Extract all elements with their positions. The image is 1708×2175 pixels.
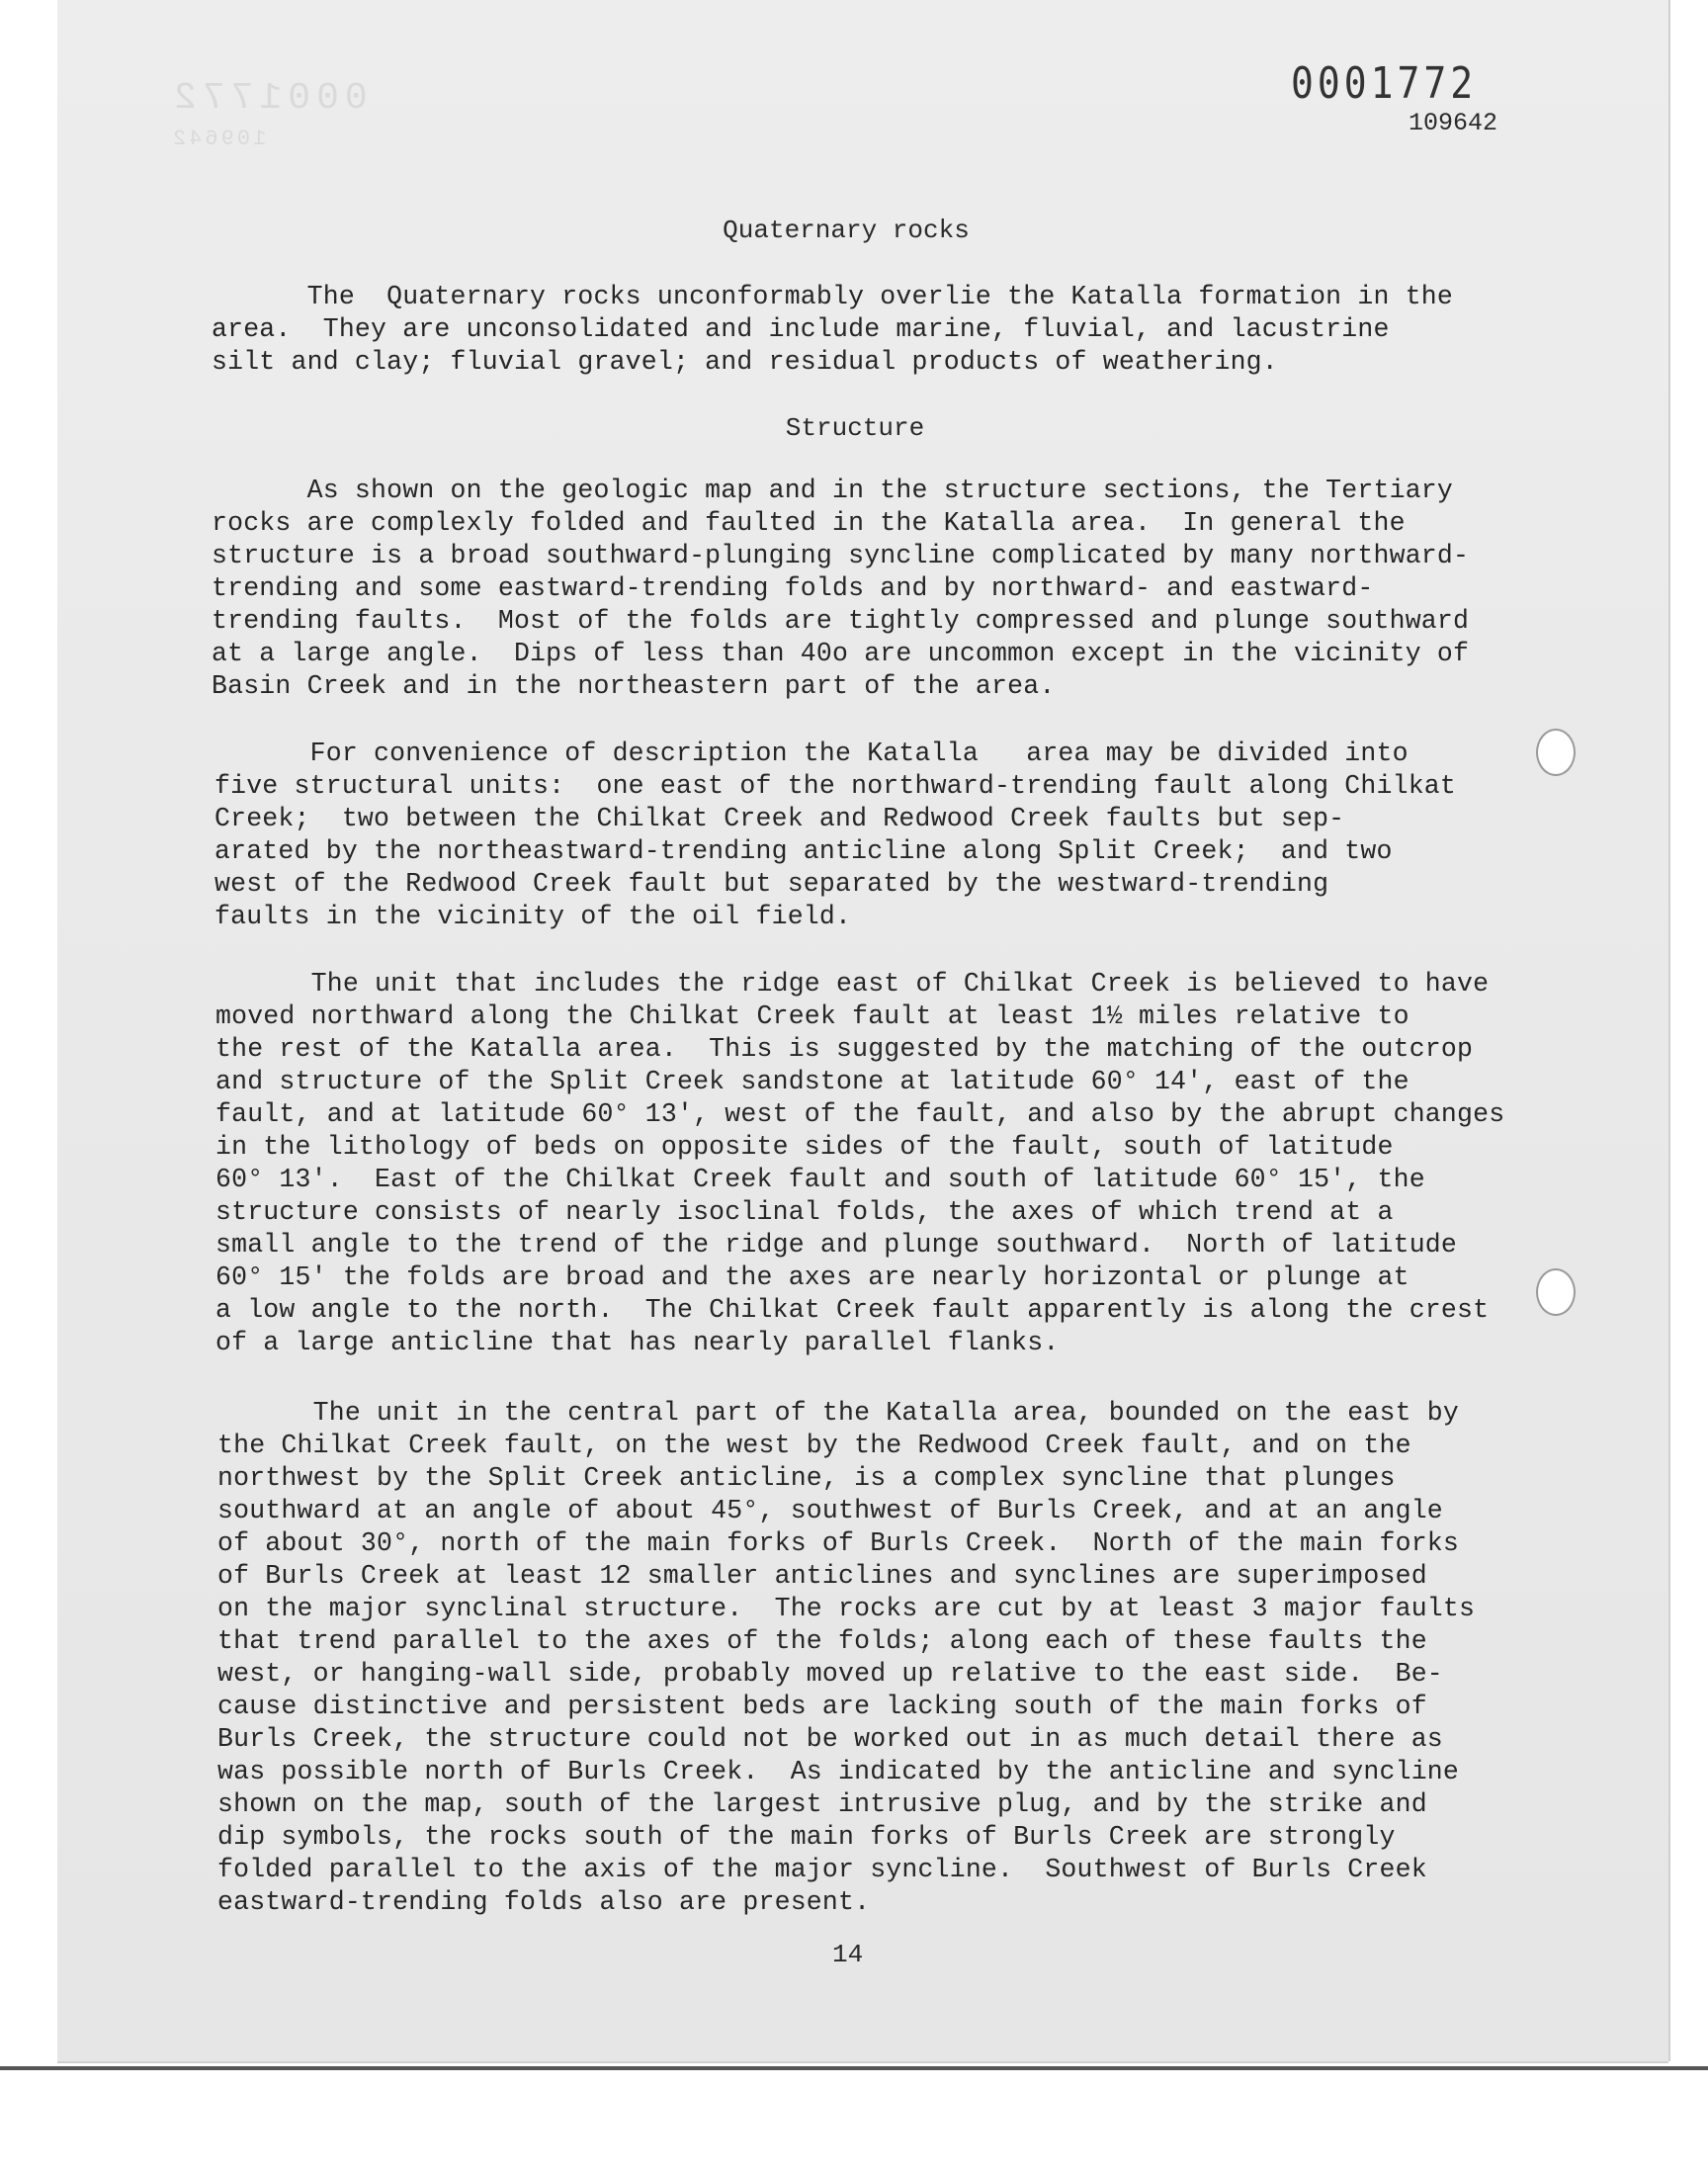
text-line: Burls Creek, the structure could not be worked out in as much detail there as [217, 1724, 1443, 1754]
text-line: shown on the map, south of the largest intrusive plug, and by the strike and [217, 1789, 1427, 1819]
text-line: trending faults. Most of the folds are tightly compressed and plunge southward [212, 606, 1470, 636]
text-line: 60° 13'. East of the Chilkat Creek fault and south of latitude 60° 15', the [215, 1165, 1425, 1194]
text-line: fault, and at latitude 60° 13', west of the fault, and also by the abrupt changes [215, 1099, 1505, 1129]
scan-bottom-edge [0, 2066, 1708, 2070]
document-number-stamp: 0001772 [1291, 57, 1478, 109]
text-line: small angle to the trend of the ridge and plunge southward. North of latitude [215, 1230, 1458, 1260]
text-line: moved northward along the Chilkat Creek fault at least 1½ miles relative to [215, 1001, 1409, 1031]
text-line: eastward-trending folds also are present. [217, 1887, 871, 1917]
text-line: folded parallel to the axis of the major syncline. Southwest of Burls Creek [217, 1855, 1427, 1884]
bleed-through-subnumber: 109642 [170, 127, 267, 151]
text-line: rocks are complexly folded and faulted in the Katalla area. In general the [212, 508, 1406, 538]
text-line: silt and clay; fluvial gravel; and residual products of weathering. [212, 347, 1278, 377]
document-subnumber: 109642 [1409, 109, 1498, 137]
text-line: dip symbols, the rocks south of the main forks of Burls Creek are strongly [217, 1822, 1396, 1852]
text-line: faults in the vicinity of the oil field. [214, 902, 852, 931]
text-line: on the major synclinal structure. The rocks are cut by at least 3 major faults [217, 1594, 1476, 1623]
text-line: west of the Redwood Creek fault but separated by the westward-trending [214, 869, 1329, 899]
punch-hole-lower [1536, 1268, 1576, 1316]
text-line: northwest by the Split Creek anticline, is a complex syncline that plunges [217, 1463, 1396, 1493]
bleed-through-number: 0001772 [168, 77, 368, 120]
text-line: Basin Creek and in the northeastern part of the area. [212, 671, 1056, 701]
text-line: arated by the northeastward-trending anticline along Split Creek; and two [214, 836, 1393, 866]
section-heading-structure: Structure [785, 413, 925, 443]
text-line: Creek; two between the Chilkat Creek and Redwood Creek faults but sep- [214, 804, 1345, 833]
text-line: For convenience of description the Katalla area may be divided into [214, 739, 1409, 768]
text-line: was possible north of Burls Creek. As indicated by the anticline and syncline [217, 1757, 1460, 1786]
text-line: at a large angle. Dips of less than 40o are uncommon except in the vicinity of [212, 639, 1470, 668]
text-line: southward at an angle of about 45°, southwest of Burls Creek, and at an angle [217, 1496, 1443, 1525]
text-line: The unit in the central part of the Katalla area, bounded on the east by [217, 1398, 1460, 1428]
text-line: cause distinctive and persistent beds are lacking south of the main forks of [217, 1692, 1427, 1721]
text-line: the Chilkat Creek fault, on the west by the Redwood Creek fault, and on the [217, 1431, 1411, 1460]
text-line: west, or hanging-wall side, probably moved up relative to the east side. Be- [217, 1659, 1443, 1689]
text-line: structure consists of nearly isoclinal folds, the axes of which trend at a [215, 1197, 1394, 1227]
text-line: structure is a broad southward-plunging syncline complicated by many northward- [212, 541, 1470, 570]
text-line: of about 30°, north of the main forks of Burls Creek. North of the main forks [217, 1528, 1460, 1558]
text-line: trending and some eastward-trending folds and by northward- and eastward- [212, 573, 1374, 603]
paper-sheet [57, 0, 1668, 2061]
text-line: The Quaternary rocks unconformably overlie the Katalla formation in the [212, 282, 1454, 311]
text-line: a low angle to the north. The Chilkat Creek fault apparently is along the crest [215, 1295, 1490, 1325]
text-line: of Burls Creek at least 12 smaller anticlines and synclines are superimposed [217, 1561, 1427, 1591]
section-heading-quaternary: Quaternary rocks [723, 216, 970, 245]
text-line: and structure of the Split Creek sandstone at latitude 60° 14', east of the [215, 1067, 1409, 1096]
text-line: As shown on the geologic map and in the structure sections, the Tertiary [212, 476, 1454, 505]
text-line: the rest of the Katalla area. This is suggested by the matching of the outcrop [215, 1034, 1474, 1064]
text-line: 60° 15' the folds are broad and the axes are nearly horizontal or plunge at [215, 1262, 1409, 1292]
text-line: in the lithology of beds on opposite sides of the fault, south of latitude [215, 1132, 1394, 1162]
text-line: five structural units: one east of the northward-trending fault along Chilkat [214, 771, 1457, 801]
text-line: that trend parallel to the axes of the folds; along each of these faults the [217, 1626, 1427, 1656]
text-line: of a large anticline that has nearly parallel flanks. [215, 1328, 1060, 1357]
punch-hole-upper [1536, 729, 1576, 776]
page-number: 14 [832, 1940, 864, 1969]
text-line: area. They are unconsolidated and include marine, fluvial, and lacustrine [212, 314, 1390, 344]
text-line: The unit that includes the ridge east of Chilkat Creek is believed to have [215, 969, 1490, 999]
